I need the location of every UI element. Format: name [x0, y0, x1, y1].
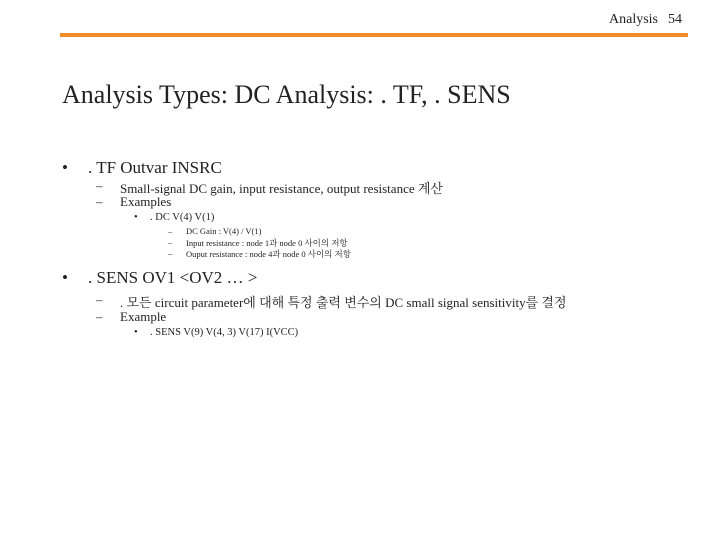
bullet-marker: •	[62, 158, 68, 177]
tf-sub-gain-text: Small-signal DC gain, input resistance, output resistance 계산	[120, 181, 443, 196]
bullet-marker: •	[62, 268, 68, 287]
sens-sub-sensitivity-text: . 모든 circuit parameter에 대해 특정 출력 변수의 DC small signal sensitivity를 결정	[120, 295, 567, 310]
bullet-sens-text: . SENS OV1 <OV2 … >	[88, 268, 258, 287]
tf-detail-output-text: Ouput resistance : node 4과 node 0 사이의 저항	[186, 249, 351, 259]
header-label: Analysis	[609, 12, 658, 27]
dash-marker: –	[168, 226, 173, 236]
sens-sub-example-text: Example	[120, 309, 167, 324]
bullet-marker: •	[134, 212, 138, 223]
tf-example-dc-text: . DC V(4) V(1)	[150, 212, 215, 223]
bullet-marker: •	[134, 327, 138, 338]
tf-sub-examples-text: Examples	[120, 194, 172, 209]
dash-marker: –	[96, 194, 103, 209]
tf-detail-input-text: Input resistance : node 1과 node 0 사이의 저항	[186, 238, 348, 248]
page-number: 54	[668, 12, 682, 27]
dash-marker: –	[96, 178, 103, 193]
header-divider	[60, 33, 688, 37]
slide-header	[609, 12, 682, 28]
tf-detail-gain-text: DC Gain : V(4) / V(1)	[186, 226, 262, 236]
dash-marker: –	[96, 292, 103, 307]
bullet-tf-text: . TF Outvar INSRC	[88, 158, 222, 177]
dash-marker: –	[96, 309, 103, 324]
dash-marker: –	[168, 237, 173, 247]
dash-marker: –	[168, 248, 173, 258]
sens-example-code-text: . SENS V(9) V(4, 3) V(17) I(VCC)	[150, 327, 299, 338]
slide-title: Analysis Types: DC Analysis: . TF, . SENS	[62, 80, 511, 109]
